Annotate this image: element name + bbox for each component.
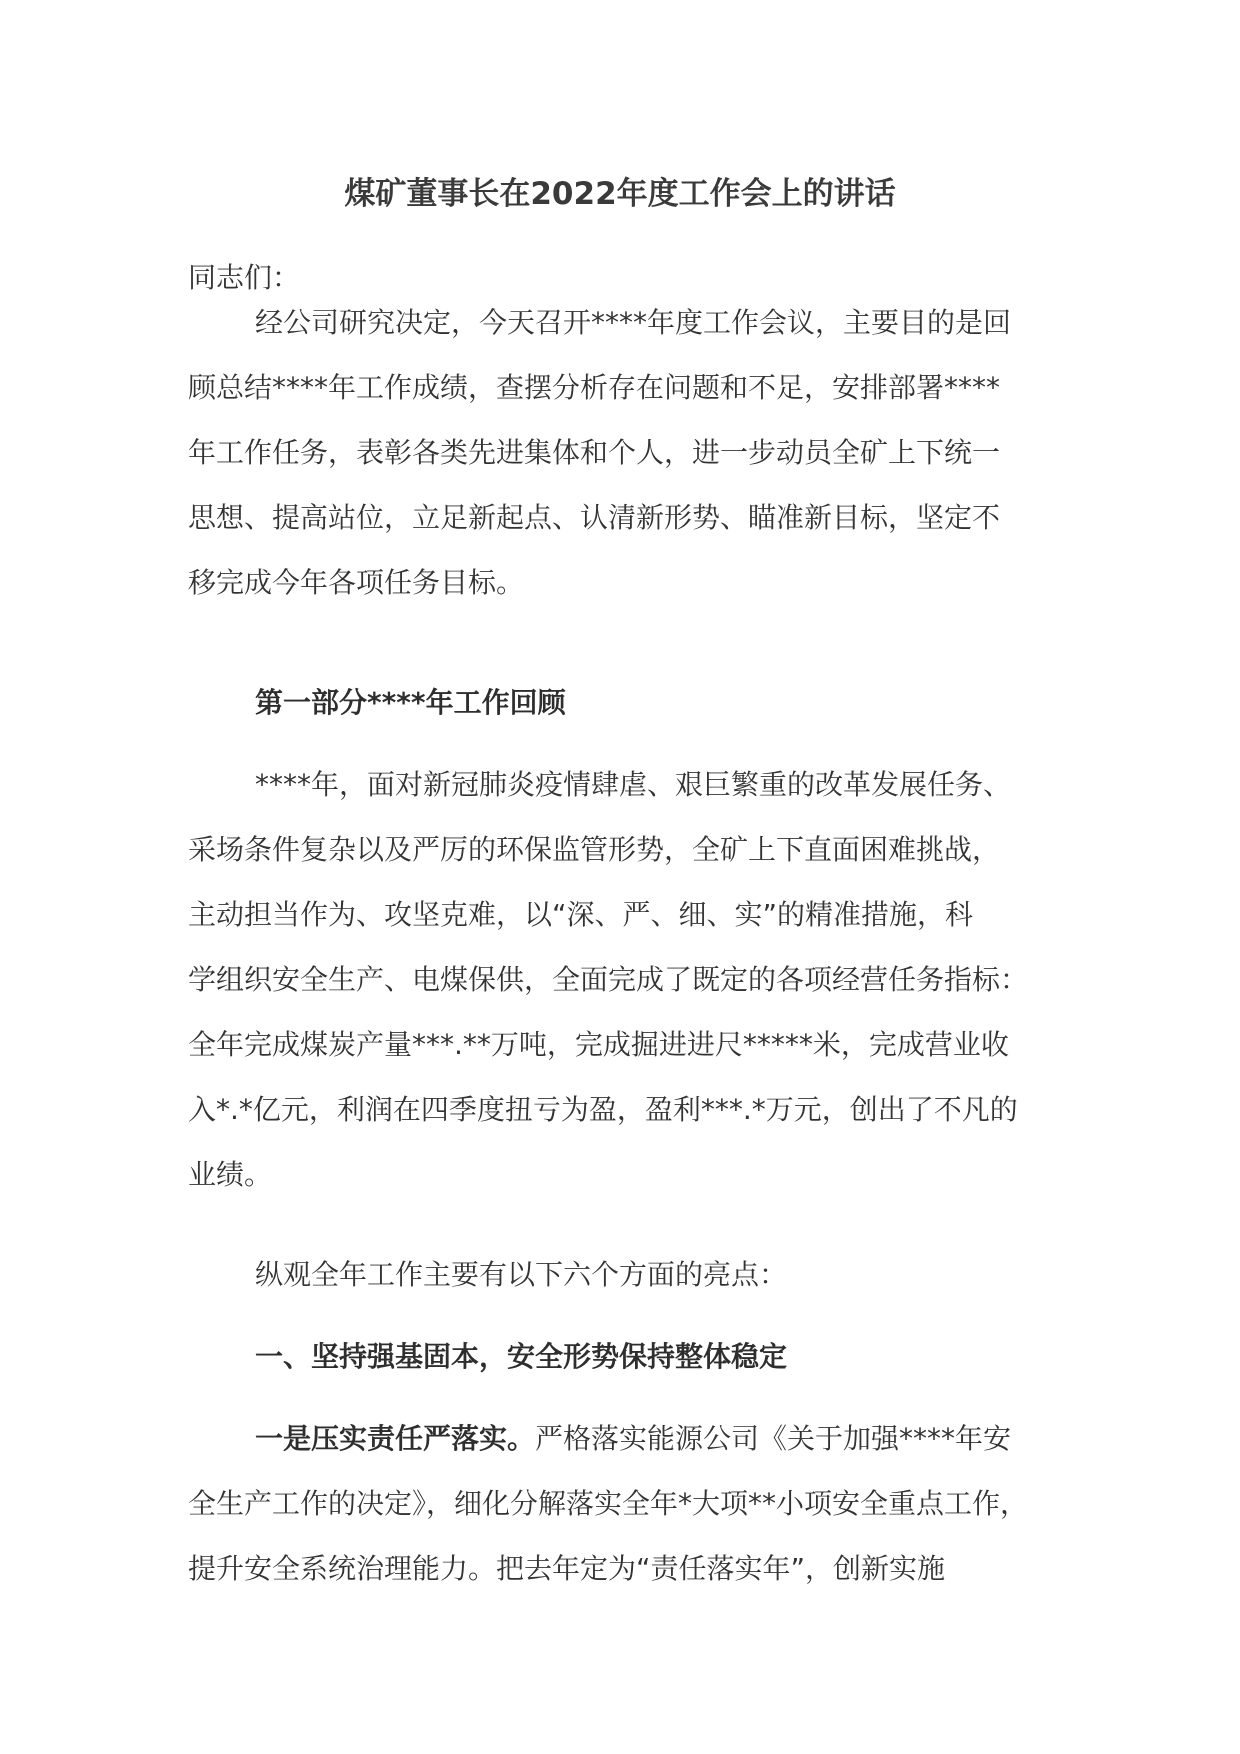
paragraph-line: 采场条件复杂以及严厉的环保监管形势，全矿上下直面困难挑战， <box>188 833 1001 866</box>
section-heading: 一、坚持强基固本，安全形势保持整体稳定 <box>255 1340 788 1373</box>
paragraph-line: 思想、提高站位，立足新起点、认清新形势、瞄准新目标，坚定不 <box>188 501 1001 534</box>
paragraph-line: 主动担当作为、攻坚克难，以“深、严、细、实”的精准措施，科 <box>188 898 974 931</box>
part-heading-block <box>188 683 1068 748</box>
document-title: 煤矿董事长在2022年度工作会上的讲话 <box>344 176 896 212</box>
lead-text: 严格落实能源公司《关于加强****年安 <box>535 1422 1012 1455</box>
paragraph-line: 年工作任务，表彰各类先进集体和个人，进一步动员全矿上下统一 <box>188 436 1001 469</box>
highlights-intro-block <box>188 1255 1068 1320</box>
paragraph-line: 学组织安全生产、电煤保供，全面完成了既定的各项经营任务指标： <box>188 963 1029 996</box>
paragraph-line: 入*.*亿元，利润在四季度扭亏为盈，盈利***.*万元，创出了不凡的 <box>188 1093 1018 1126</box>
intro-paragraph <box>188 303 1068 628</box>
part-heading: 第一部分****年工作回顾 <box>255 686 566 719</box>
section1-heading-block <box>188 1337 1068 1402</box>
review-paragraph <box>188 765 1068 1220</box>
section1-paragraph <box>188 1419 1068 1614</box>
paragraph-line: 移完成今年各项任务目标。 <box>188 566 525 599</box>
paragraph-line: 全生产工作的决定》，细化分解落实全年*大项**小项安全重点工作， <box>188 1487 1029 1520</box>
paragraph-line: 经公司研究决定，今天召开****年度工作会议，主要目的是回 <box>255 306 1012 339</box>
paragraph-line: 业绩。 <box>188 1158 273 1191</box>
highlights-intro: 纵观全年工作主要有以下六个方面的亮点： <box>255 1258 788 1291</box>
paragraph-line: 全年完成煤炭产量***.**万吨，完成掘进进尺*****米，完成营业收 <box>188 1028 1009 1061</box>
greeting: 同志们： <box>188 261 301 294</box>
lead-emphasis: 一是压实责任严落实。 <box>255 1422 536 1455</box>
paragraph-line: ****年，面对新冠肺炎疫情肆虐、艰巨繁重的改革发展任务、 <box>255 768 1012 801</box>
paragraph-line: 提升安全系统治理能力。把去年定为“责任落实年”，创新实施 <box>188 1552 946 1585</box>
paragraph-line: 顾总结****年工作成绩，查摆分析存在问题和不足，安排部署**** <box>188 371 1001 404</box>
paragraph-line <box>188 1419 1068 1484</box>
